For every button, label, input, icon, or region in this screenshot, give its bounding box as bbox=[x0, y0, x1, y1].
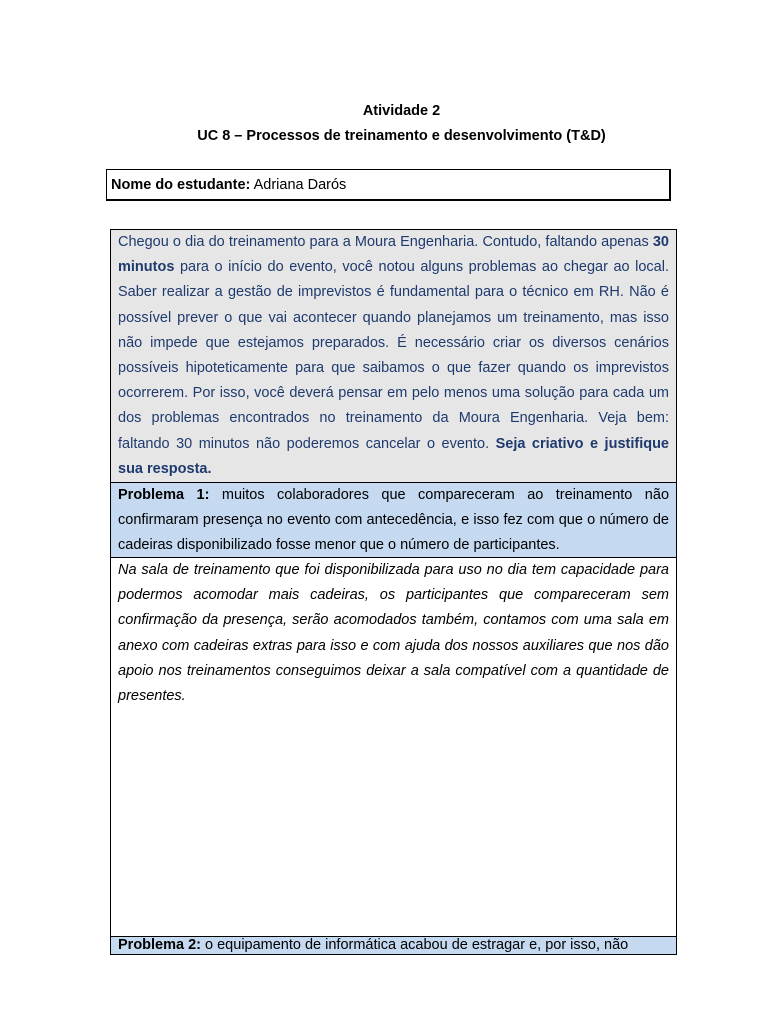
intro-emphasis-instruction: Seja criativo e justifique sua resposta. bbox=[118, 435, 669, 477]
student-name-value: Adriana Darós bbox=[250, 177, 347, 193]
problem-1-label: Problema 1: bbox=[118, 487, 210, 503]
problem-2-cell bbox=[111, 937, 676, 954]
student-name-label: Nome do estudante: bbox=[111, 177, 251, 193]
answer-1-cell[interactable] bbox=[111, 558, 676, 937]
student-name-box bbox=[106, 169, 671, 201]
intro-emphasis-minutes: 30 minutos bbox=[118, 234, 669, 276]
problem-2-label: Problema 2: bbox=[118, 937, 201, 953]
intro-cell bbox=[111, 230, 676, 483]
activity-table bbox=[110, 229, 677, 955]
intro-text-part1: Chegou o dia do treinamento para a Moura Engenharia. Contudo, faltando apenas bbox=[118, 234, 653, 250]
problem-1-text: muitos colaboradores que compareceram ao treinamento não confirmaram presença no evento com antecedência, e isso fez com que o número de cadeiras disponibilizado fosse menor que o número de participantes. bbox=[118, 487, 670, 554]
problem-1-cell bbox=[111, 483, 676, 558]
problem-2-text: o equipamento de informática acabou de estragar e, por isso, não bbox=[201, 937, 629, 953]
document-title: Atividade 2 bbox=[362, 103, 441, 119]
answer-1-text: Na sala de treinamento que foi disponibilizada para uso no dia tem capacidade para podermos acomodar mais cadeiras, os participantes que compareceram sem confirmação da presença, serão acomodados também, contamos com uma sala em anexo com cadeiras extras para isso e com ajuda dos nossos auxiliares que nos dão apoio nos treinamentos conseguimos deixar a sala compatível com a quantidade de presentes. bbox=[118, 562, 669, 705]
document-subtitle: UC 8 – Processos de treinamento e desenvolvimento (T&D) bbox=[197, 128, 606, 144]
intro-text-part2: para o início do evento, você notou alguns problemas ao chegar ao local. Saber realizar a gestão de imprevistos é fundamental para o técnico em RH. Não é possível prever o que vai acontecer quando planejamos um treinamento, mas isso não impede que estejamos preparados. É necessário criar os diversos cenários possíveis hipoteticamente para que saibamos o que fazer quando os imprevistos ocorrerem. Por isso, você deverá pensar em pelo menos uma solução para cada um dos problemas encontrados no treinamento da Moura Engenharia. Veja bem: faltando 30 minutos não poderemos cancelar o evento. bbox=[118, 259, 669, 452]
